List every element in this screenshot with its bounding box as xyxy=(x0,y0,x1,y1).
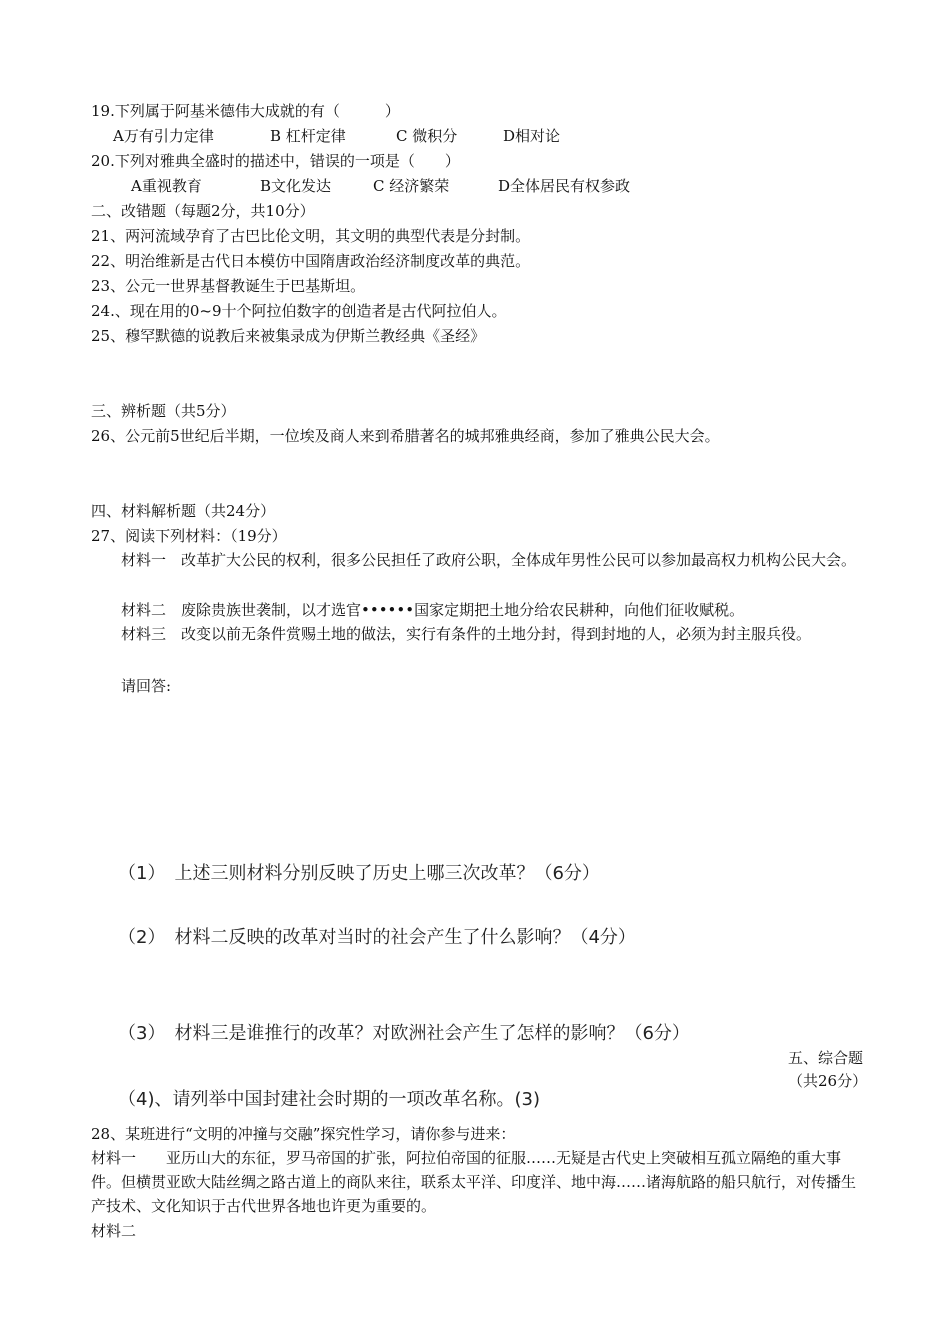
question-24: 24.、现在用的0~9十个阿拉伯数字的创造者是古代阿拉伯人。 xyxy=(91,302,507,320)
material-2: 材料二 废除贵族世袭制，以才选官••••••国家定期把土地分给农民耕种，向他们征收赋税。 xyxy=(121,601,745,619)
section-3-heading: 三、辨析题（共5分） xyxy=(91,402,236,420)
sub-question-2: （2） 材料二反映的改革对当时的社会产生了什么影响？（4分） xyxy=(118,927,636,948)
sub-question-3: （3） 材料三是谁推行的改革？对欧洲社会产生了怎样的影响？（6分） xyxy=(118,1023,690,1044)
question-19-stem: 19.下列属于阿基米德伟大成就的有（ ） xyxy=(91,102,400,120)
section-4-heading: 四、材料解析题（共24分） xyxy=(91,502,276,520)
q20-option-d: D全体居民有权参政 xyxy=(498,177,631,195)
question-26: 26、公元前5世纪后半期，一位埃及商人来到希腊著名的城邦雅典经商，参加了雅典公民大会。 xyxy=(91,427,720,445)
section-2-heading: 二、改错题（每题2分，共10分） xyxy=(91,202,315,220)
q20-option-a: A重视教育 xyxy=(131,177,202,195)
section-5-heading: 五、综合题（共26分） xyxy=(788,1049,868,1090)
q20-option-c: C 经济繁荣 xyxy=(373,177,450,195)
question-21: 21、两河流域孕育了古巴比伦文明，其文明的典型代表是分封制。 xyxy=(91,227,531,245)
material-1: 材料一 改革扩大公民的权利，很多公民担任了政府公职，全体成年男性公民可以参加最高权力机构公民大会。 xyxy=(121,551,857,569)
q28-material-1: 材料一 亚历山大的东征，罗马帝国的扩张，阿拉伯帝国的征服……无疑是古代史上突破相互孤立隔绝的重大事件。但横贯亚欧大陆丝绸之路古道上的商队来往，联系太平洋、印度洋、地中海……诸海航路的船只航行，对传播生产技术、文化知识于古代世界各地也许更为重要的。 xyxy=(91,1149,857,1215)
question-25: 25、穆罕默德的说教后来被集录成为伊斯兰教经典《圣经》 xyxy=(91,327,486,345)
question-23: 23、公元一世界基督教诞生于巴基斯坦。 xyxy=(91,277,366,295)
question-28: 28、某班进行“文明的冲撞与交融”探究性学习，请你参与进来： xyxy=(91,1125,516,1143)
question-20-stem: 20.下列对雅典全盛时的描述中，错误的一项是（ ） xyxy=(91,152,460,170)
question-27-intro: 27、阅读下列材料：（19分） xyxy=(91,527,287,545)
material-3: 材料三 改变以前无条件赏赐土地的做法，实行有条件的土地分封，得到封地的人，必须为封主服兵役。 xyxy=(121,625,812,643)
sub-question-1: （1） 上述三则材料分别反映了历史上哪三次改革？（6分） xyxy=(118,863,600,884)
q19-option-c: C 微积分 xyxy=(396,127,458,145)
q19-option-b: B 杠杆定律 xyxy=(270,127,346,145)
q20-option-b: B文化发达 xyxy=(260,177,332,195)
question-22: 22、明治维新是古代日本模仿中国隋唐政治经济制度改革的典范。 xyxy=(91,252,531,270)
q19-option-d: D相对论 xyxy=(503,127,561,145)
q19-option-a: A万有引力定律 xyxy=(113,127,214,145)
sub-question-4: （4)、请列举中国封建社会时期的一项改革名称。(3) xyxy=(118,1089,540,1110)
q28-material-2: 材料二 xyxy=(91,1222,137,1240)
answer-prompt: 请回答: xyxy=(121,677,172,695)
